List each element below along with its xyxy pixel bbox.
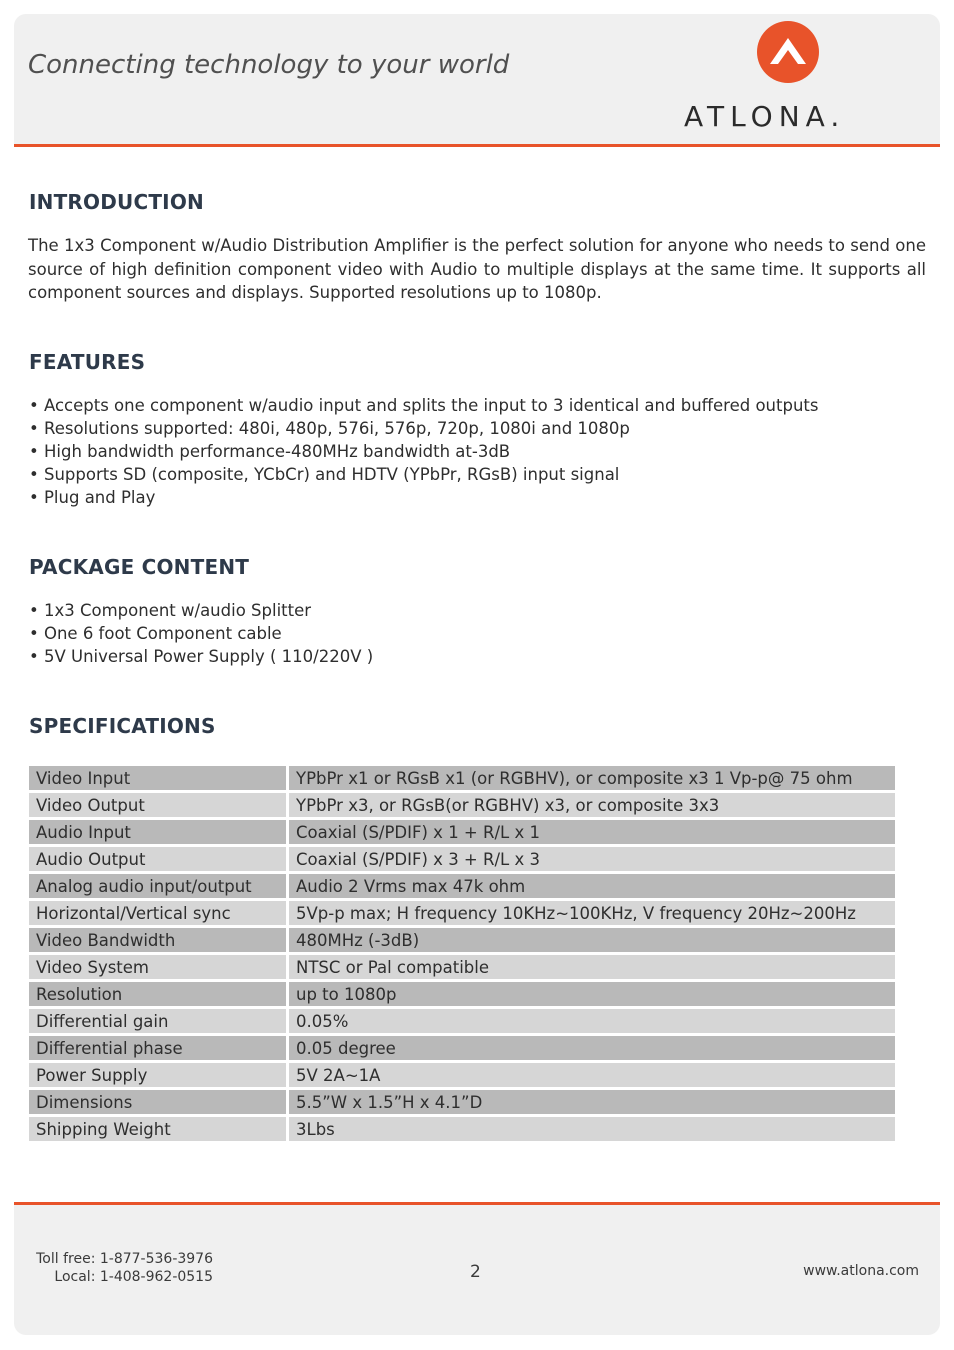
table-row — [29, 820, 895, 844]
list-item: • 1x3 Component w/audio Splitter — [29, 601, 312, 620]
spec-key: Differential gain — [29, 1009, 286, 1033]
spec-value: up to 1080p — [289, 982, 895, 1006]
spec-key: Dimensions — [29, 1090, 286, 1114]
features-list — [29, 394, 818, 509]
list-item: • Accepts one component w/audio input and splits the input to 3 identical and buffered outputs — [29, 396, 819, 415]
footer-contact — [36, 1250, 213, 1286]
spec-value: NTSC or Pal compatible — [289, 955, 895, 979]
spec-value: 5Vp-p max; H frequency 10KHz~100KHz, V frequency 20Hz~200Hz — [289, 901, 895, 925]
spec-value: 480MHz (-3dB) — [289, 928, 895, 952]
atlona-wordmark — [684, 100, 904, 130]
package-title: PACKAGE CONTENT — [29, 555, 250, 579]
header-divider — [14, 144, 940, 147]
table-row — [29, 901, 895, 925]
spec-value: 5V 2A~1A — [289, 1063, 895, 1087]
introduction-text: The 1x3 Component w/Audio Distribution Amplifier is the perfect solution for anyone who needs to send one source of high definition component video with Audio to multiple displays at the same time. It supports all component sources and displays. Supported resolutions up to 1080p. — [28, 236, 926, 302]
list-item: • 5V Universal Power Supply ( 110/220V ) — [29, 647, 374, 666]
table-row — [29, 1036, 895, 1060]
features-title: FEATURES — [29, 350, 146, 374]
spec-key: Audio Input — [29, 820, 286, 844]
table-row — [29, 928, 895, 952]
spec-key: Differential phase — [29, 1036, 286, 1060]
spec-value: YPbPr x3, or RGsB(or RGBHV) x3, or composite 3x3 — [289, 793, 895, 817]
spec-key: Power Supply — [29, 1063, 286, 1087]
spec-key: Shipping Weight — [29, 1117, 286, 1141]
spec-value: 0.05% — [289, 1009, 895, 1033]
spec-value: Coaxial (S/PDIF) x 1 + R/L x 1 — [289, 820, 895, 844]
introduction-title: INTRODUCTION — [29, 190, 204, 214]
spec-key: Horizontal/Vertical sync — [29, 901, 286, 925]
table-row — [29, 1009, 895, 1033]
table-row — [29, 766, 895, 790]
table-row — [29, 847, 895, 871]
spec-value: Audio 2 Vrms max 47k ohm — [289, 874, 895, 898]
spec-key: Resolution — [29, 982, 286, 1006]
toll-free-number: Toll free: 1-877-536-3976 — [36, 1251, 213, 1267]
table-row — [29, 1063, 895, 1087]
list-item: • Plug and Play — [29, 488, 156, 507]
spec-key: Analog audio input/output — [29, 874, 286, 898]
spec-value: 3Lbs — [289, 1117, 895, 1141]
spec-key: Audio Output — [29, 847, 286, 871]
spec-key: Video System — [29, 955, 286, 979]
tagline: Connecting technology to your world — [28, 50, 510, 80]
list-item: • Resolutions supported: 480i, 480p, 576i, 576p, 720p, 1080i and 1080p — [29, 419, 630, 438]
list-item: • One 6 foot Component cable — [29, 624, 282, 643]
table-row — [29, 1090, 895, 1114]
spec-key: Video Input — [29, 766, 286, 790]
spec-value: Coaxial (S/PDIF) x 3 + R/L x 3 — [289, 847, 895, 871]
spec-value: 5.5”W x 1.5”H x 4.1”D — [289, 1090, 895, 1114]
local-number: Local: 1-408-962-0515 — [54, 1269, 213, 1285]
specifications-table — [29, 763, 895, 1144]
spec-value: YPbPr x1 or RGsB x1 (or RGBHV), or composite x3 1 Vp-p@ 75 ohm — [289, 766, 895, 790]
specifications-title: SPECIFICATIONS — [29, 714, 216, 738]
atlona-logo-icon — [756, 20, 820, 84]
spec-key: Video Output — [29, 793, 286, 817]
list-item: • Supports SD (composite, YCbCr) and HDTV (YPbPr, RGsB) input signal — [29, 465, 620, 484]
page-number: 2 — [470, 1262, 481, 1282]
package-list — [29, 599, 373, 668]
table-row — [29, 982, 895, 1006]
logo-text: ATLONA. — [684, 100, 846, 130]
table-row — [29, 793, 895, 817]
spec-key: Video Bandwidth — [29, 928, 286, 952]
spec-value: 0.05 degree — [289, 1036, 895, 1060]
table-row — [29, 1117, 895, 1141]
table-row — [29, 955, 895, 979]
list-item: • High bandwidth performance-480MHz bandwidth at-3dB — [29, 442, 511, 461]
table-row — [29, 874, 895, 898]
website-link[interactable]: www.atlona.com — [803, 1263, 919, 1279]
